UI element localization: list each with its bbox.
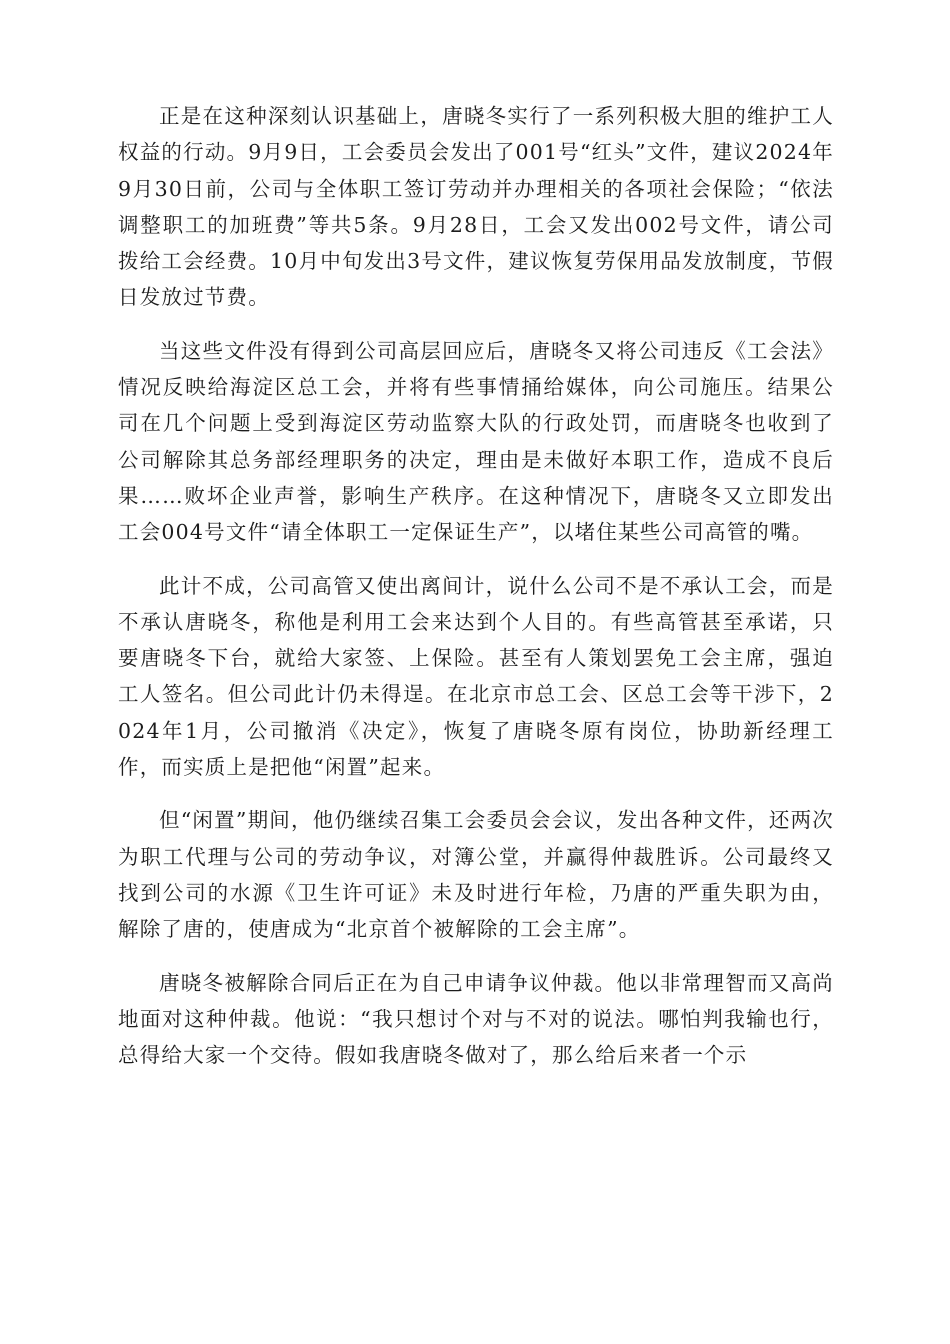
paragraph-3: 此计不成，公司高管又使出离间计，说什么公司不是不承认工会，而是不承认唐晓冬，称他是利用工会来达到个人目的。有些高管甚至承诺，只要唐晓冬下台，就给大家签、上保险。甚至有人策划罢免工会主席，强迫工人签名。但公司此计仍未得逞。在北京市总工会、区总工会等干涉下，2024年1月，公司撤消《决定》，恢复了唐晓冬原有岗位，协助新经理工作，而实质上是把他“闲置”起来。: [118, 573, 834, 780]
paragraph-5: 唐晓冬被解除合同后正在为自己申请争议仲裁。他以非常理智而又高尚地面对这种仲裁。他说：“我只想讨个对与不对的说法。哪怕判我输也行，总得给大家一个交待。假如我唐晓冬做对了，那么给后来者一个示: [118, 970, 834, 1068]
paragraph-1: 正是在这种深刻认识基础上，唐晓冬实行了一系列积极大胆的维护工人权益的行动。9月9日，工会委员会发出了001号“红头”文件，建议2024年9月30日前，公司与全体职工签订劳动并办理相关的各项社会保险；“依法调整职工的加班费”等共5条。9月28日，工会又发出002号文件，请公司拨给工会经费。10月中旬发出3号文件，建议恢复劳保用品发放制度，节假日发放过节费。: [118, 104, 834, 310]
paragraph-4: 但“闲置”期间，他仍继续召集工会委员会会议，发出各种文件，还两次为职工代理与公司的劳动争议，对簿公堂，并赢得仲裁胜诉。公司最终又找到公司的水源《卫生许可证》未及时进行年检，乃唐的严重失职为由，解除了唐的，使唐成为“北京首个被解除的工会主席”。: [118, 808, 834, 942]
paragraph-2: 当这些文件没有得到公司高层回应后，唐晓冬又将公司违反《工会法》情况反映给海淀区总工会，并将有些事情捅给媒体，向公司施压。结果公司在几个问题上受到海淀区劳动监察大队的行政处罚，而唐晓冬也收到了公司解除其总务部经理职务的决定，理由是未做好本职工作，造成不良后果……败坏企业声誉，影响生产秩序。在这种情况下，唐晓冬又立即发出工会004号文件“请全体职工一定保证生产”，以堵住某些公司高管的嘴。: [118, 338, 834, 545]
document-body: [118, 98, 834, 1090]
